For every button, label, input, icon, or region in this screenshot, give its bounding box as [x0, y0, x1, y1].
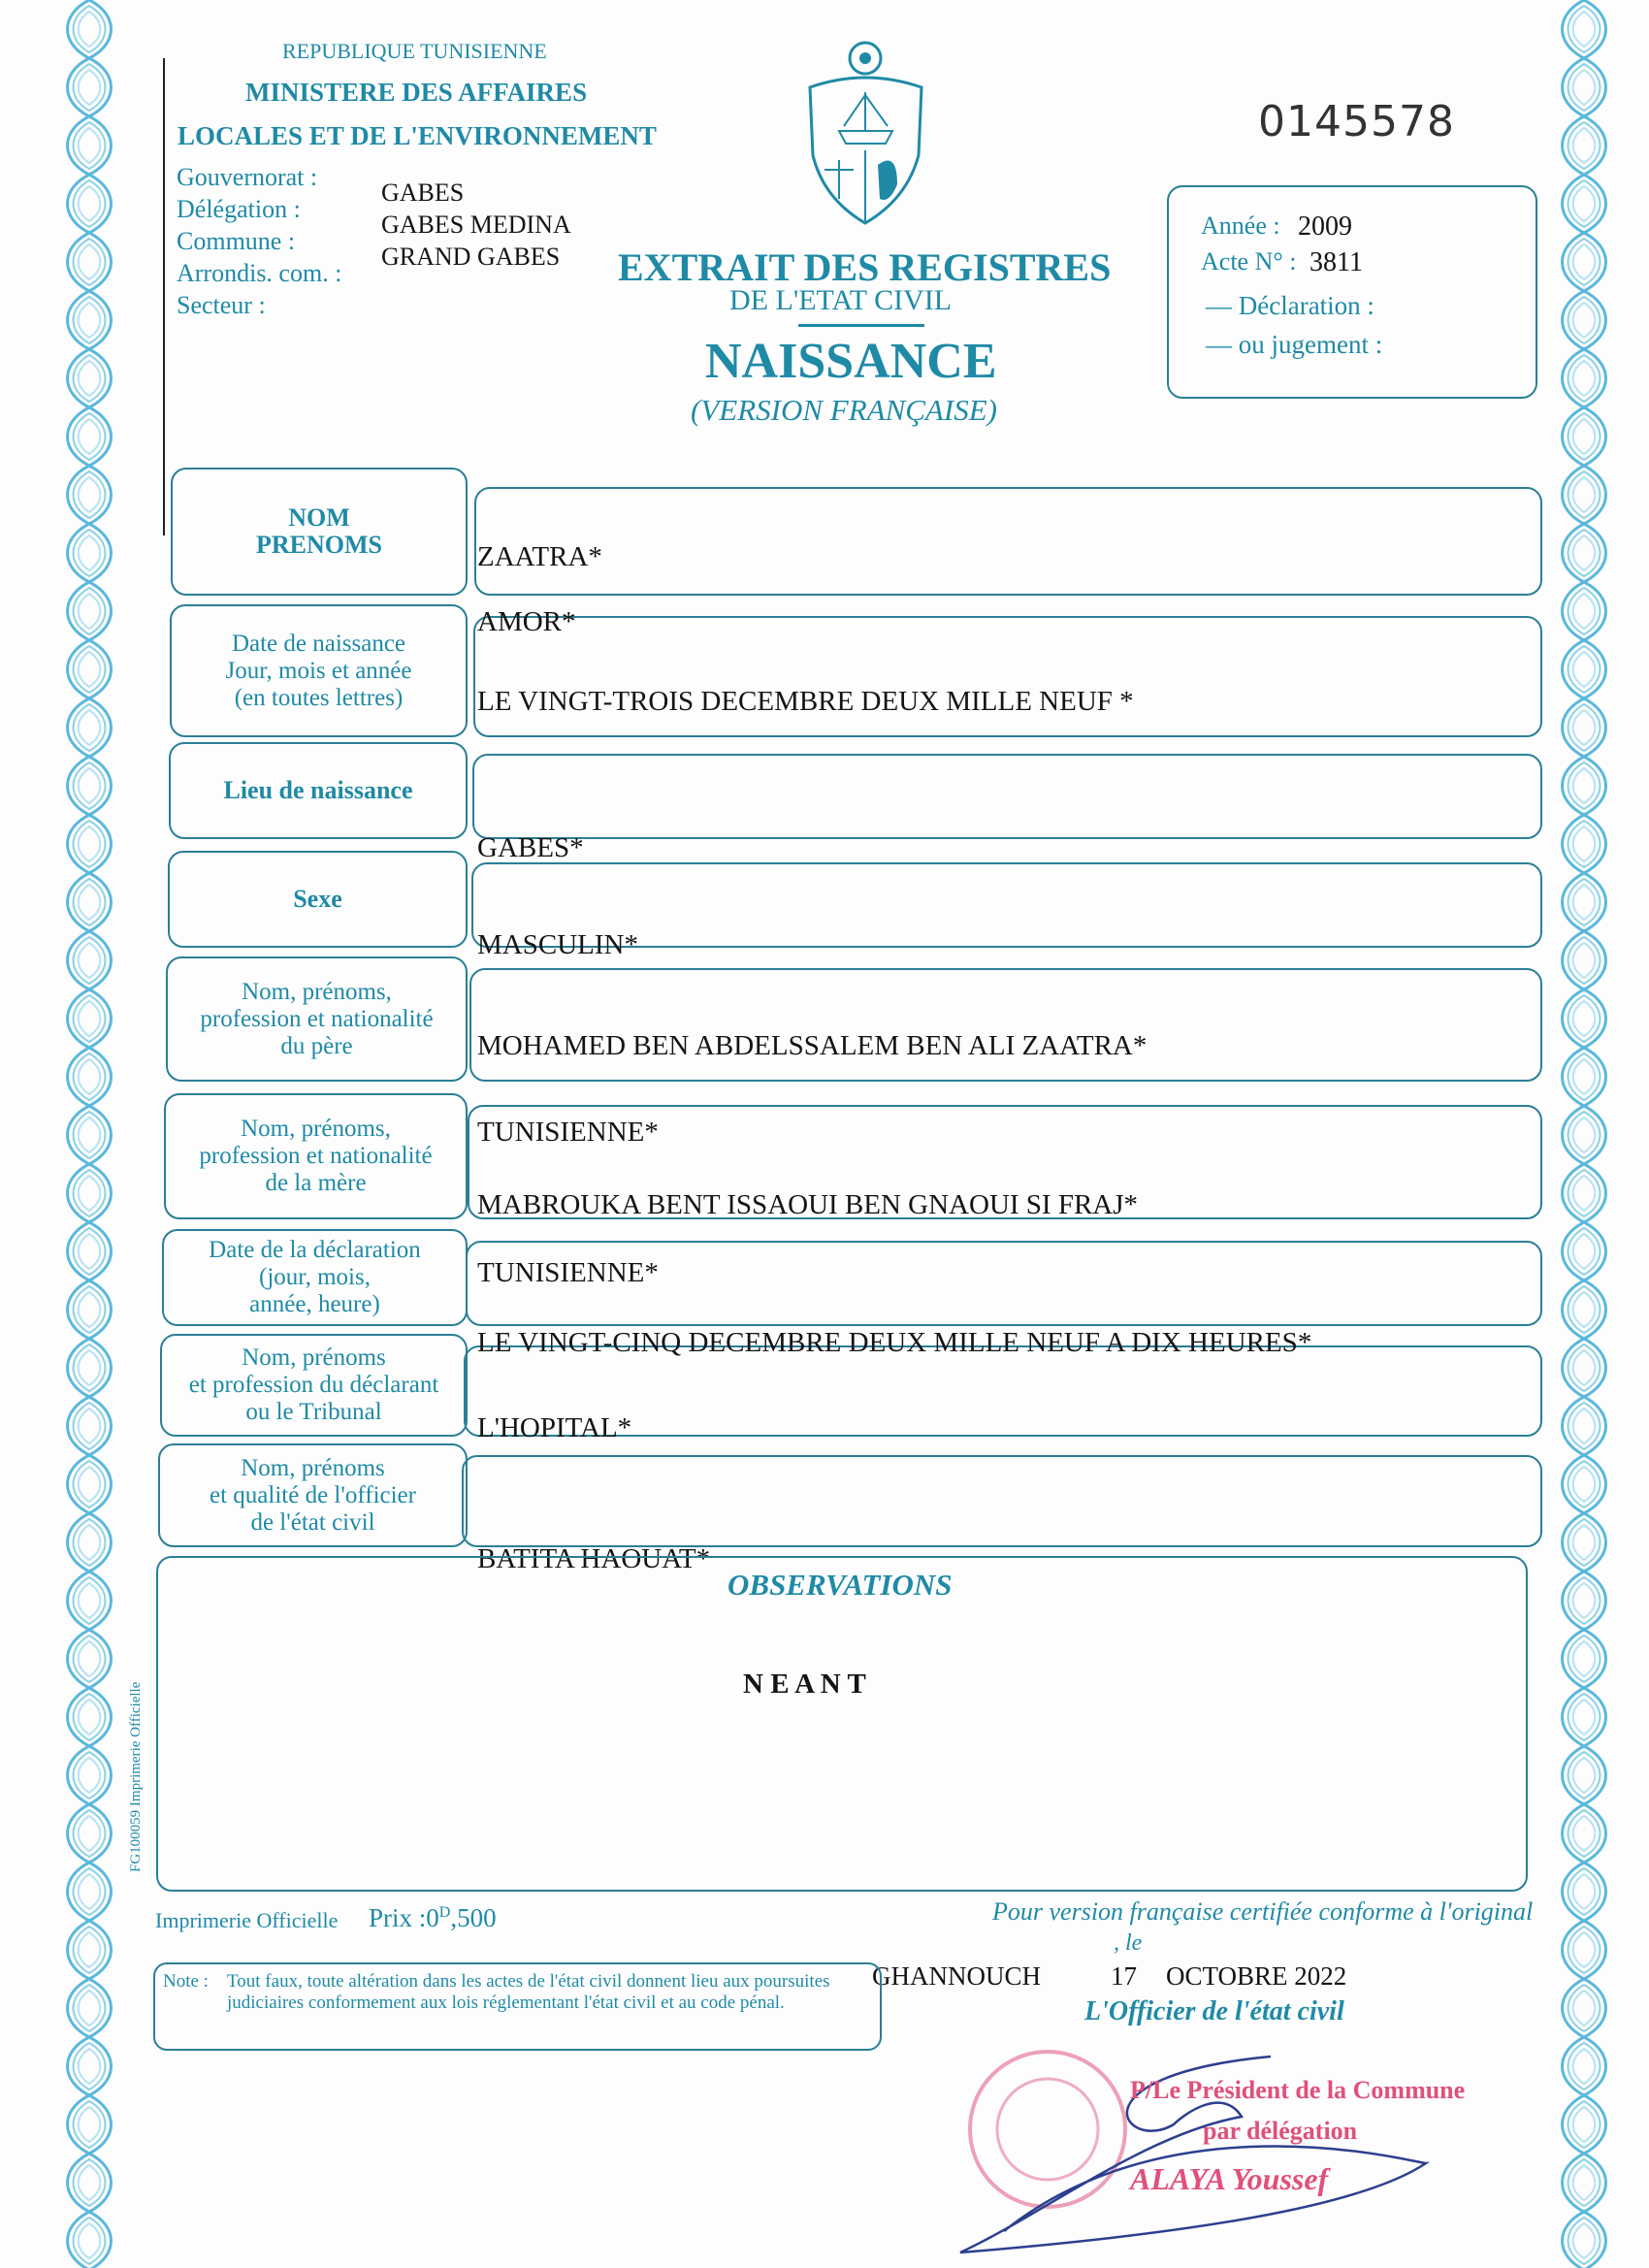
row-label-line: de l'état civil — [250, 1508, 375, 1536]
acte-label: Acte N° : — [1201, 247, 1297, 275]
row-label-line: Lieu de naissance — [223, 776, 413, 804]
nom-value: ZAATRA* — [477, 541, 602, 572]
row-label-line: année, heure) — [249, 1291, 380, 1317]
observations-box — [156, 1556, 1528, 1892]
row-label-line: de la mère — [265, 1170, 367, 1196]
prenom-value: AMOR* — [477, 606, 576, 637]
annee-label: Année : — [1201, 211, 1280, 240]
stamp-line2: par délégation — [1203, 2117, 1358, 2145]
row-label-line: NOM — [288, 503, 350, 532]
row-label-line: Nom, prénoms, — [241, 1116, 391, 1142]
le-label: , le — [1114, 1930, 1143, 1956]
imprimerie-label: Imprimerie Officielle — [155, 1908, 339, 1932]
title-etat-civil: DE L'ETAT CIVIL — [729, 284, 953, 316]
row-label — [168, 851, 468, 948]
row-label — [162, 1229, 468, 1326]
commune-value: GRAND GABES — [381, 243, 561, 271]
place-value: GHANNOUCH — [872, 1961, 1041, 1991]
delegation-label: Délégation : — [177, 195, 301, 223]
row-value-box — [472, 754, 1542, 839]
prix-label — [369, 1903, 497, 1933]
side-print: FG100059 Imprimerie Officielle — [128, 1681, 144, 1872]
left-guilloche-border — [60, 0, 118, 2268]
note-text: Tout faux, toute altération dans les actes de l'état civil donnent lieu aux poursuites judiciaires conformement aux lois réglementant l'état civil et au code pénal. — [227, 1971, 830, 2013]
republic-label: REPUBLIQUE TUNISIENNE — [282, 39, 547, 63]
serial-number: 0145578 — [1258, 97, 1455, 146]
date-declaration-value: LE VINGT-CINQ DECEMBRE DEUX MILLE NEUF A DIX HEURES* — [477, 1327, 1312, 1358]
stamp-line1: P/Le Président de la Commune — [1130, 2076, 1466, 2104]
row-label — [158, 1443, 468, 1547]
pere-nationalite-value: TUNISIENNE* — [477, 1117, 659, 1148]
lieu-value: GABES* — [477, 832, 584, 863]
margin-rule — [163, 58, 165, 535]
row-label — [160, 1334, 468, 1437]
acte-value: 3811 — [1310, 247, 1363, 277]
row-label-line: (en toutes lettres) — [234, 684, 404, 711]
row-value-box — [474, 487, 1542, 596]
sexe-value: MASCULIN* — [477, 929, 638, 960]
row-label-line: et qualité de l'officier — [210, 1481, 416, 1508]
admin-values — [381, 177, 571, 273]
gouvernorat-value: GABES — [381, 178, 465, 207]
row-label-line: Nom, prénoms, — [242, 978, 392, 1005]
declaration-label: — Déclaration : — [1206, 291, 1374, 320]
row-label-line: Jour, mois et année — [225, 657, 412, 684]
mere-nationalite-value: TUNISIENNE* — [477, 1257, 659, 1288]
row-label-line: PRENOMS — [256, 531, 382, 559]
row-value-box — [462, 1455, 1542, 1547]
row-label-line: profession et nationalité — [200, 1005, 434, 1032]
row-label-line: Date de naissance — [231, 630, 406, 657]
row-label-line: Date de la déclaration — [209, 1237, 421, 1263]
row-label-line: Nom, prénoms — [242, 1345, 386, 1371]
tunisia-coat-of-arms-icon — [800, 39, 931, 228]
certification-text: Pour version française certifiée conforme à l'original — [992, 1897, 1534, 1926]
row-label — [171, 468, 468, 596]
title-version: (VERSION FRANÇAISE) — [691, 393, 997, 427]
stamp-name: ALAYA Youssef — [1130, 2161, 1329, 2196]
row-label-line: Sexe — [293, 885, 342, 913]
pere-value: MOHAMED BEN ABDELSSALEM BEN ALI ZAATRA* — [477, 1030, 1148, 1061]
delegation-value: GABES MEDINA — [381, 211, 571, 239]
right-guilloche-border — [1555, 0, 1613, 2268]
officer-title: L'Officier de l'état civil — [1084, 1996, 1344, 2026]
row-label-line: du père — [280, 1032, 353, 1059]
row-label — [170, 604, 468, 737]
declarant-value: L'HOPITAL* — [477, 1412, 632, 1443]
title-divider — [798, 324, 924, 327]
row-label-line: ou le Tribunal — [245, 1399, 382, 1425]
row-value-box — [473, 616, 1542, 737]
official-stamp-icon — [931, 2037, 1474, 2260]
row-label — [166, 956, 468, 1082]
prix-suffix: ,500 — [450, 1903, 497, 1932]
row-label-line: Nom, prénoms — [241, 1454, 385, 1481]
row-label — [164, 1093, 468, 1219]
title-naissance: NAISSANCE — [705, 334, 997, 389]
row-label-line: et profession du déclarant — [188, 1372, 439, 1398]
observations-title: OBSERVATIONS — [728, 1568, 953, 1602]
title-extrait: EXTRAIT DES REGISTRES — [618, 245, 1112, 289]
date-naissance-value: LE VINGT-TROIS DECEMBRE DEUX MILLE NEUF * — [477, 686, 1134, 717]
observations-text: N E A N T — [743, 1669, 866, 1700]
prix-unit: D — [438, 1904, 451, 1921]
month-year-value: OCTOBRE 2022 — [1166, 1961, 1347, 1991]
commune-label: Commune : — [177, 227, 296, 255]
admin-labels — [177, 161, 341, 321]
prix-prefix: Prix :0 — [369, 1903, 439, 1932]
row-label-line: (jour, mois, — [259, 1264, 371, 1290]
row-label — [169, 742, 468, 839]
annee-value: 2009 — [1298, 211, 1352, 242]
day-value: 17 — [1111, 1961, 1137, 1991]
arrondissement-label: Arrondis. com. : — [177, 259, 342, 287]
secteur-label: Secteur : — [177, 291, 266, 319]
row-value-box — [469, 968, 1542, 1082]
officier-value: BATITA HAOUAT* — [477, 1543, 711, 1574]
mere-value: MABROUKA BENT ISSAOUI BEN GNAOUI SI FRAJ* — [477, 1189, 1139, 1220]
jugement-label: — ou jugement : — [1206, 330, 1383, 359]
gouvernorat-label: Gouvernorat : — [177, 163, 318, 191]
ministry-line2: LOCALES ET DE L'ENVIRONNEMENT — [178, 121, 657, 150]
note-label: Note : — [163, 1971, 209, 1992]
ministry-line1: MINISTERE DES AFFAIRES — [245, 78, 588, 107]
row-label-line: profession et nationalité — [199, 1143, 433, 1169]
